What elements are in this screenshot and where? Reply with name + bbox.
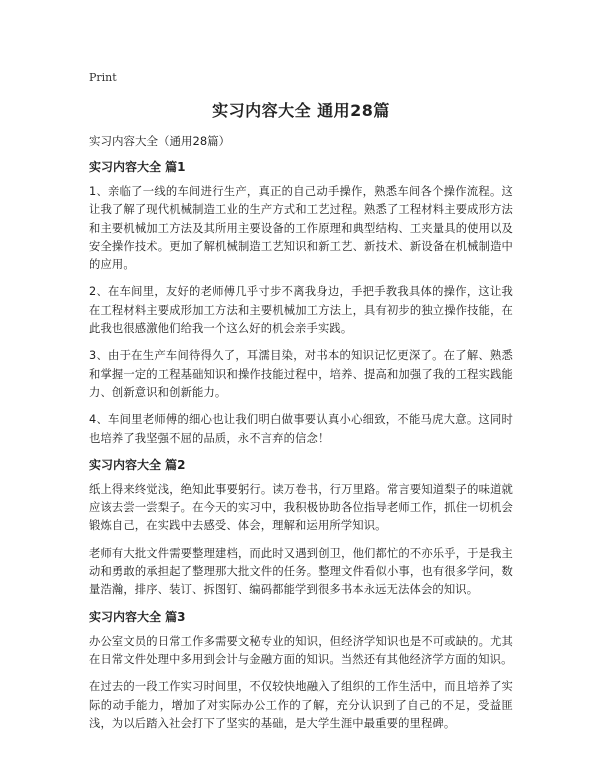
document-subtitle: 实习内容大全（通用28篇） — [89, 134, 231, 148]
paragraph: 老师有大批文件需要整理建档，而此时又遇到创卫，他们都忙的不亦乐乎，于是我主动和勇敢的承担起了整理那大批文件的任务。整理文件看似小事，也有很多学问，数量浩瀚，排序、装订、拆图钉、编码都能学到很多书本永远无法体会的知识。 — [89, 546, 513, 597]
section-heading: 实习内容大全 篇3 — [89, 609, 186, 624]
page-title: 实习内容大全 通用28篇 — [212, 101, 390, 120]
paragraph: 3、由于在生产车间待得久了，耳濡目染，对书本的知识记忆更深了。在了解、熟悉和掌握一定的工程基础知识和操作技能过程中，培养、提高和加强了我的工程实践能力、创新意识和创新能力。 — [89, 349, 513, 399]
paragraph: 4、车间里老师傅的细心也让我们明白做事要认真小心细致，不能马虎大意。这同时也培养了我坚强不屈的品质，永不言弃的信念！ — [89, 413, 513, 445]
print-link[interactable]: Print — [89, 71, 117, 84]
document-content — [89, 133, 513, 742]
section-1 — [89, 159, 513, 448]
paragraph: 纸上得来终觉浅，绝知此事要躬行。读万卷书，行万里路。常言要知道梨子的味道就应该去尝一尝梨子。在今天的实习中，我积极协助各位指导老师工作，抓住一切机会锻炼自己，在实践中去感受、体会，理解和运用所学知识。 — [89, 482, 513, 533]
section-heading: 实习内容大全 篇2 — [89, 457, 186, 472]
paragraph: 办公室文员的日常工作多需要文秘专业的知识，但经济学知识也是不可或缺的。尤其在日常文件处理中多用到会计与金融方面的知识。当然还有其他经济学方面的知识。 — [89, 634, 513, 666]
section-3 — [89, 609, 513, 733]
paragraph: 在过去的一段工作实习时间里，不仅较快地融入了组织的工作生活中，而且培养了实际的动手能力，增加了对实际办公工作的了解，充分认识到了自己的不足，受益匪浅，为以后踏入社会打下了坚实的基础，是大学生涯中最重要的里程碑。 — [89, 680, 513, 730]
paragraph: 2、在车间里，友好的老师傅几乎寸步不离我身边，手把手教我具体的操作，这让我在工程材料主要成形加工方法和主要机械加工方法上，具有初步的独立操作技能，在此我也很感激他们给我一个这么好的机会亲手实践。 — [89, 285, 513, 336]
section-2 — [89, 457, 513, 600]
paragraph: 1、亲临了一线的车间进行生产，真正的自己动手操作，熟悉车间各个操作流程。这让我了解了现代机械制造工业的生产方式和工艺过程。熟悉了工程材料主要成形方法和主要机械加工方法及其所用主要设备的工作原理和典型结构、工夹量具的使用以及安全操作技术。更加了解机械制造工艺知识和新工艺、新技术、新设备在机械制造中的应用。 — [89, 185, 513, 272]
section-heading: 实习内容大全 篇1 — [89, 160, 186, 174]
